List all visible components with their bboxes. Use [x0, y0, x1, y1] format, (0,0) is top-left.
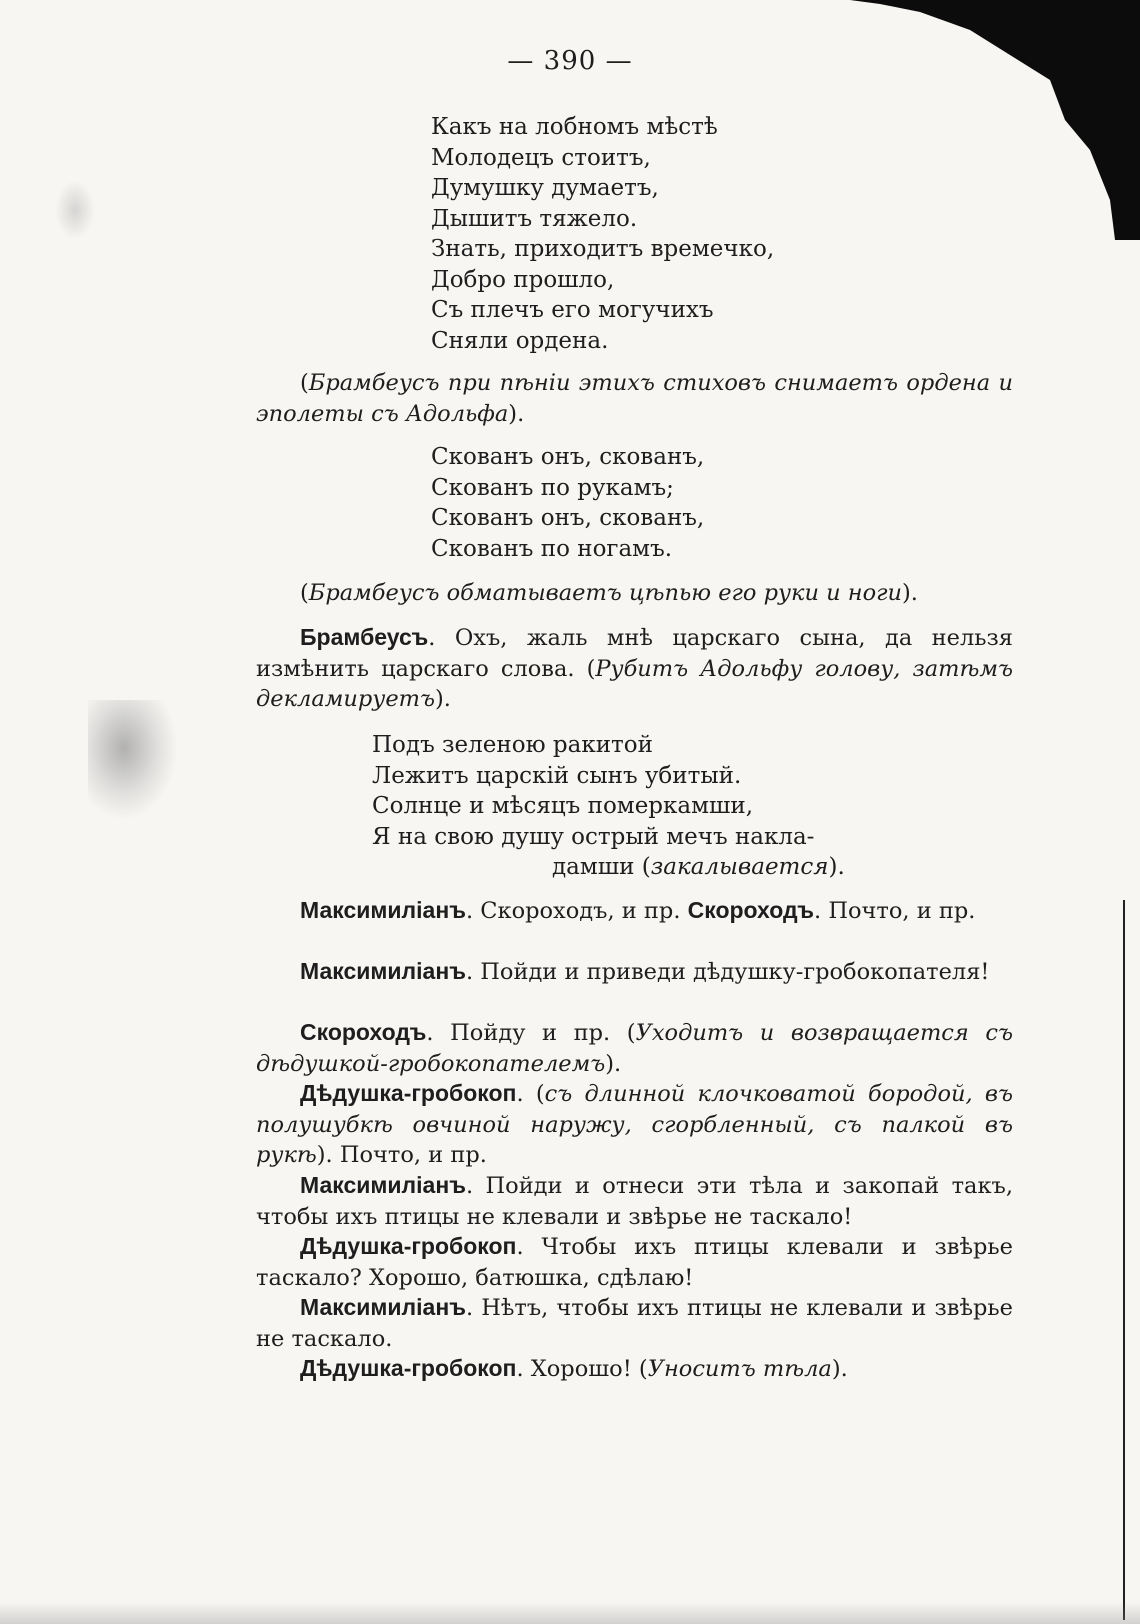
dialogue-paragraph: Дѣдушка-гробокоп. Чтобы ихъ птицы клевали и звѣрье таскало? Хорошо, батюшка, сдѣлаю! [256, 1233, 1013, 1291]
dialogue-paragraph: Максимиліанъ. Пойди и приведи дѣдушку-гробокопателя! [300, 958, 990, 985]
verse-line: Думушку думаетъ, [431, 175, 659, 201]
speaker-name: Скороходъ [300, 1019, 427, 1045]
speaker-name: Максимиліанъ [300, 1172, 466, 1198]
dialogue-paragraph: Максимиліанъ. Скороходъ, и пр. Скороходъ. Почто, и пр. [300, 897, 976, 924]
verse-line: дамши (закалывается). [552, 854, 845, 880]
speaker-name: Максимиліанъ [300, 1294, 466, 1320]
dialogue-paragraph: Брамбеусъ. Охъ, жаль мнѣ царскаго сына, да нельзя измѣнить царскаго слова. (Рубитъ Адольфу голову, затѣмъ декламируетъ). [256, 624, 1014, 712]
speaker-name: Дѣдушка-гробокоп [300, 1080, 517, 1106]
direction-text: Рубитъ Адольфу голову, затѣмъ декламируетъ [256, 655, 1014, 712]
verse-line: Подъ зеленою ракитой [372, 732, 653, 758]
verse-line: Какъ на лобномъ мѣстѣ [431, 114, 718, 140]
scan-bottom-edge [0, 1602, 1140, 1624]
verse-line: Знать, приходитъ времечко, [431, 236, 775, 262]
direction-text: Брамбеусъ обматываетъ цѣпью его руки и ноги [308, 580, 902, 606]
scan-smudge [55, 180, 95, 240]
direction-text: съ длинной клочковатой бородой, въ полушубкѣ овчиной наружу, сгорбленный, съ палкой въ рукѣ [256, 1081, 1013, 1168]
verse-line: Молодецъ стоитъ, [431, 144, 651, 171]
dialogue-paragraph: Дѣдушка-гробокоп. (съ длинной клочковатой бородой, въ полушубкѣ овчиной наружу, сгорбленный, съ палкой въ рукѣ). Почто, и пр. [256, 1080, 1013, 1168]
speaker-name: Максимиліанъ [300, 958, 466, 984]
speaker-name: Дѣдушка-гробокоп [300, 1233, 517, 1259]
verse-line: Скованъ по ногамъ. [431, 535, 673, 562]
stage-direction: (Брамбеусъ обматываетъ цѣпью его руки и ноги). [300, 580, 918, 606]
scan-shadow-corner [850, 0, 1140, 240]
speaker-name: Дѣдушка-гробокоп [300, 1355, 517, 1381]
verse-line: Сняли ордена. [431, 327, 609, 354]
verse-line: Солнце и мѣсяцъ померкамши, [372, 793, 754, 819]
dialogue-paragraph: Максимиліанъ. Пойди и отнеси эти тѣла и закопай такъ, чтобы ихъ птицы не клевали и звѣрье не таскало! [256, 1172, 1013, 1230]
direction-text: Уходитъ и возвращается съ дѣдушкой-гробокопателемъ [256, 1020, 1013, 1077]
speaker-name: Скороходъ [687, 897, 815, 923]
verse-block [431, 442, 704, 564]
dialogue-paragraph: Скороходъ. Пойду и пр. (Уходитъ и возвращается съ дѣдушкой-гробокопателемъ). [256, 1019, 1013, 1077]
speaker-name: Максимиліанъ [300, 897, 466, 923]
verse-line: Скованъ по рукамъ; [431, 474, 674, 501]
verse-line: Дышитъ тяжело. [431, 205, 638, 232]
direction-text: Уноситъ тѣла [647, 1356, 832, 1382]
dialogue-paragraph: Дѣдушка-гробокоп. Хорошо! (Уноситъ тѣла). [300, 1355, 848, 1382]
stage-direction: (Брамбеусъ при пѣніи этихъ стиховъ снимаетъ ордена и эполеты съ Адольфа). [256, 370, 1013, 427]
verse-line: Съ плечъ его могучихъ [431, 297, 714, 323]
page-number: — 390 — [507, 46, 633, 76]
scan-smudge [88, 700, 178, 820]
direction-text: закалывается [650, 854, 829, 880]
speaker-name: Брамбеусъ [300, 624, 429, 650]
scan-edge-line [1123, 900, 1125, 1620]
verse-line: Лежитъ царскій сынъ убитый. [372, 762, 742, 789]
verse-line: Скованъ онъ, скованъ, [431, 444, 705, 470]
dialogue-paragraph: Максимиліанъ. Нѣтъ, чтобы ихъ птицы не клевали и звѣрье не таскало. [256, 1294, 1013, 1352]
direction-text: Брамбеусъ при пѣніи этихъ стиховъ снимаетъ ордена и эполеты съ Адольфа [256, 370, 1013, 427]
verse-line: Я на свою душу острый мечъ накла- [372, 823, 815, 850]
verse-block [431, 112, 774, 356]
verse-line: Добро прошло, [431, 266, 615, 293]
verse-line: Скованъ онъ, скованъ, [431, 505, 705, 531]
verse-block [372, 730, 845, 883]
